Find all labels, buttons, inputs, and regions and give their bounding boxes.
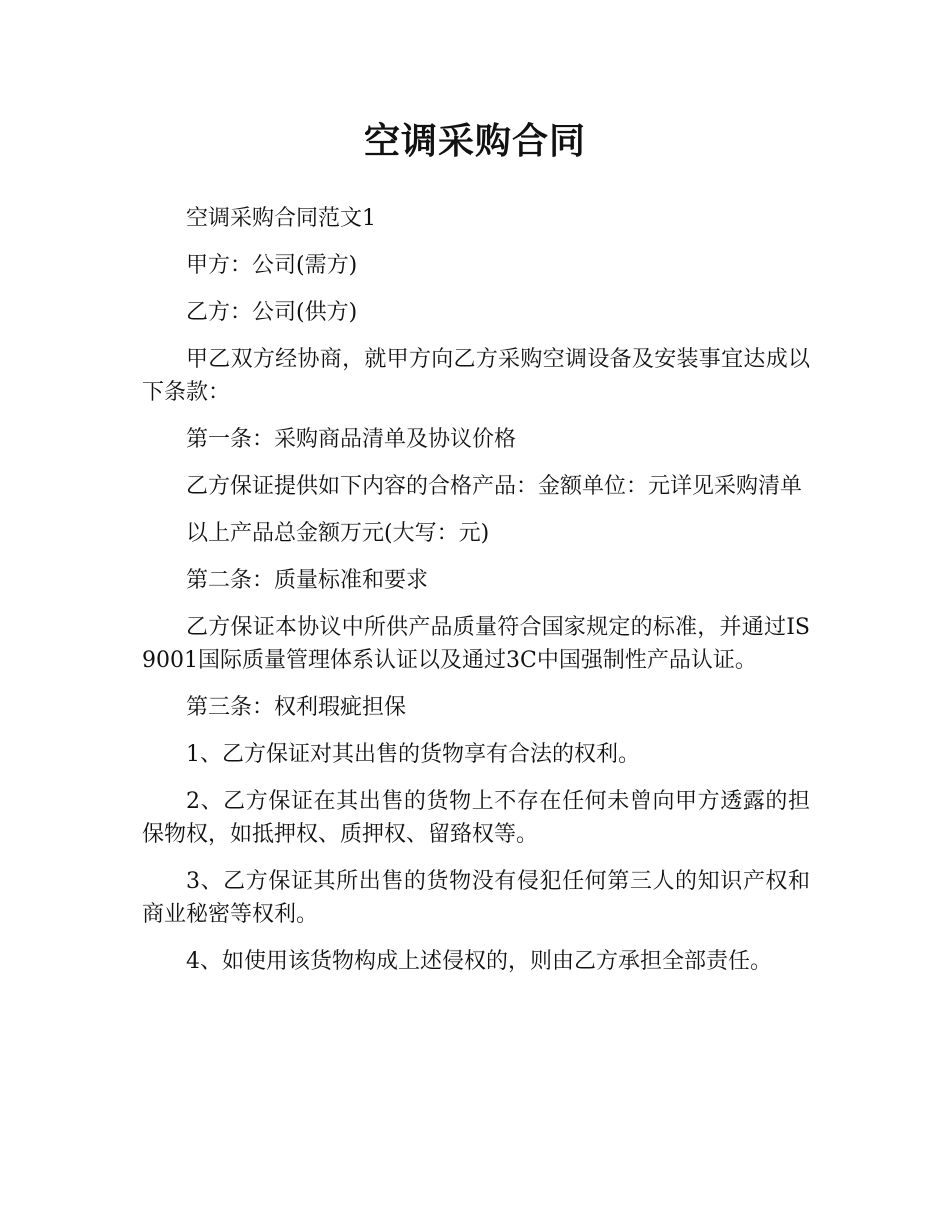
paragraph-total-amount: 以上产品总金额万元(大写：元) [186, 521, 490, 546]
paragraph-article-2-body: 乙方保证本协议中所供产品质量符合国家规定的标准，并通过IS9001国际质量管理体系认证以及通过3C中国强制性产品认证。 [142, 615, 810, 673]
paragraph-clause-2: 2、乙方保证在其出售的货物上不存在任何未曾向甲方透露的担保物权，如抵押权、质押权、留臵权等。 [142, 789, 810, 847]
paragraph-preamble: 甲乙双方经协商，就甲方向乙方采购空调设备及安装事宜达成以下条款： [142, 347, 810, 405]
paragraph-party-b: 乙方：公司(供方) [186, 300, 358, 325]
paragraph-clause-4: 4、如使用该货物构成上述侵权的，则由乙方承担全部责任。 [186, 949, 772, 974]
paragraph-article-1-body: 乙方保证提供如下内容的合格产品：金额单位：元详见采购清单 [186, 474, 803, 499]
paragraph-article-1-heading: 第一条：采购商品清单及协议价格 [186, 427, 517, 452]
paragraph-article-2-heading: 第二条：质量标准和要求 [186, 568, 429, 593]
document-title: 空调采购合同 [363, 121, 586, 162]
paragraph-article-3-heading: 第三条：权利瑕疵担保 [186, 695, 407, 720]
paragraph-party-a: 甲方：公司(需方) [186, 253, 358, 278]
paragraph-subtitle: 空调采购合同范文1 [186, 206, 376, 231]
paragraph-clause-1: 1、乙方保证对其出售的货物享有合法的权利。 [186, 742, 640, 767]
document-body [142, 202, 810, 992]
paragraph-clause-3: 3、乙方保证其所出售的货物没有侵犯任何第三人的知识产权和商业秘密等权利。 [142, 869, 810, 927]
